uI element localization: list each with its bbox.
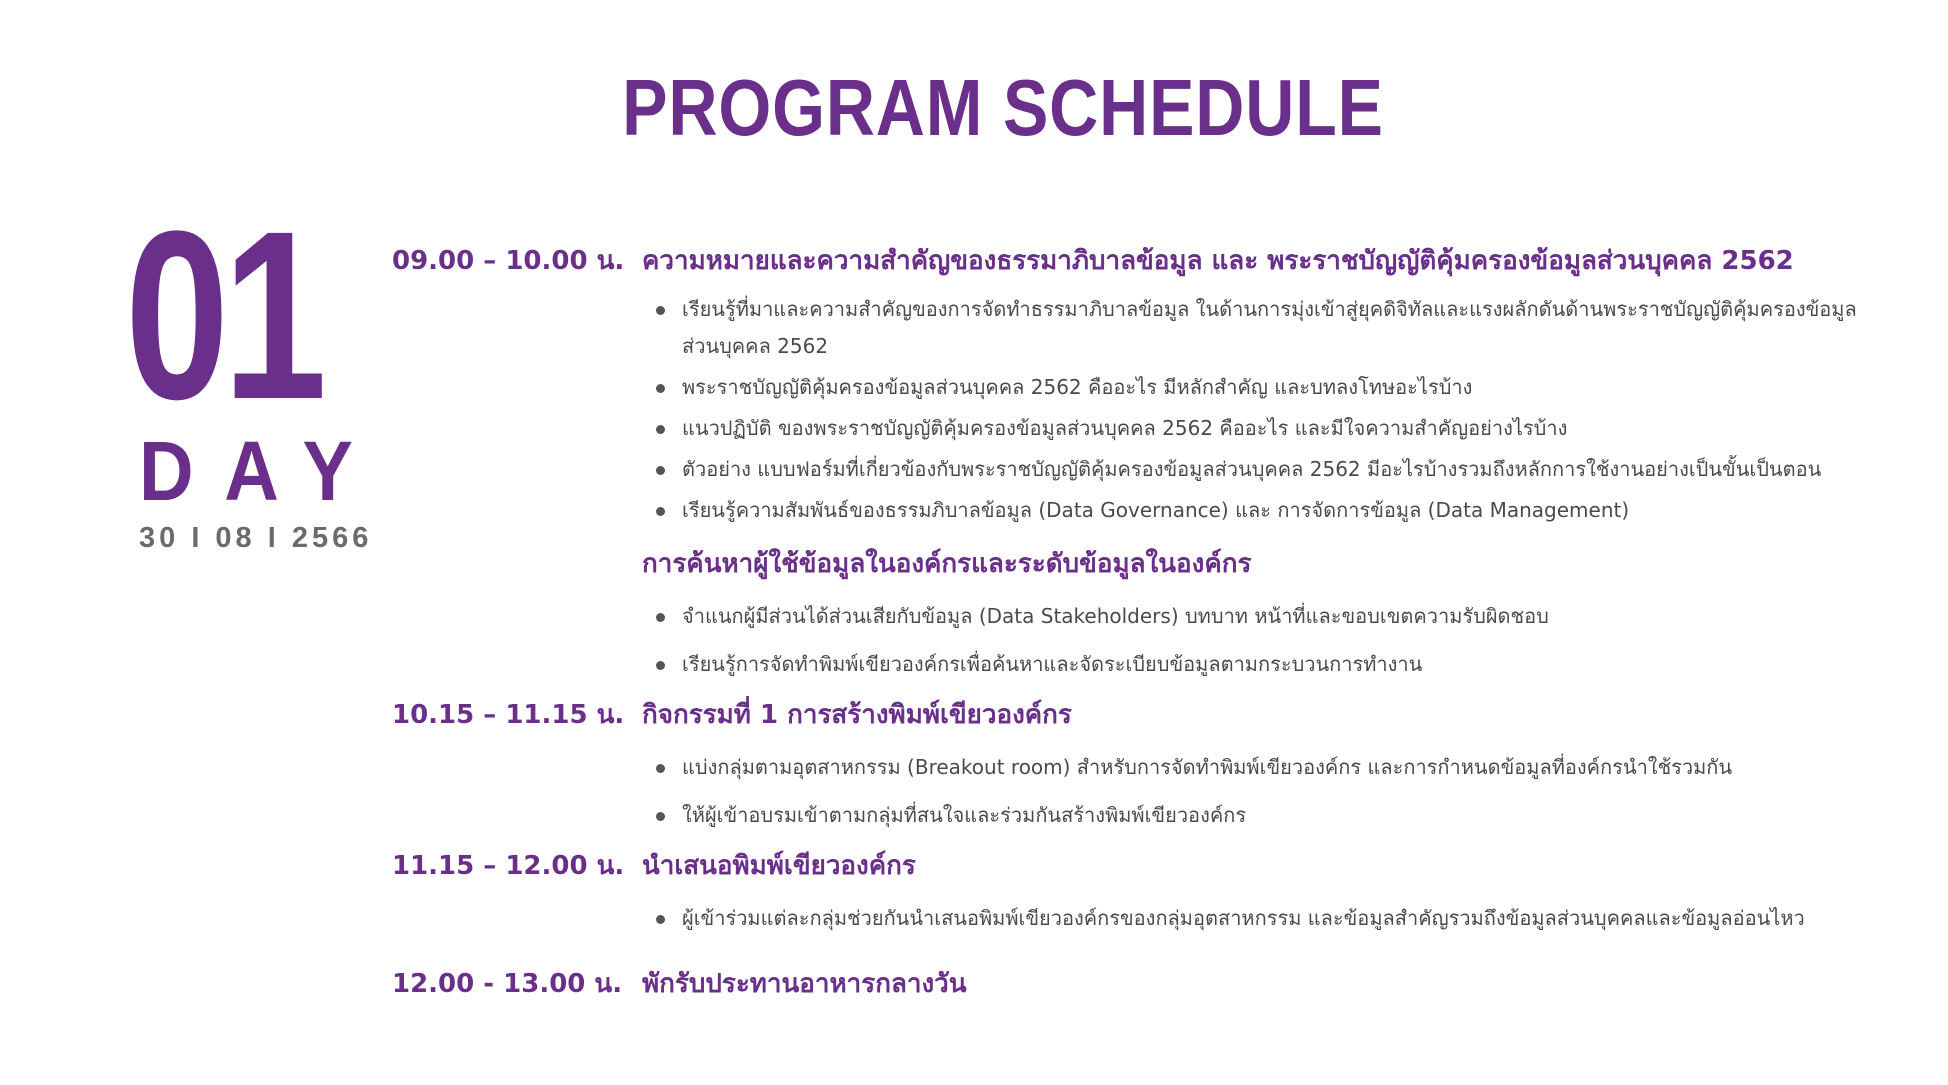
session-time: 11.15 – 12.00 น. xyxy=(392,851,625,881)
session-time: 10.15 – 11.15 น. xyxy=(392,700,625,730)
session-topic: กิจกรรมที่ 1 การสร้างพิมพ์เขียวองค์กร xyxy=(642,700,1072,730)
bullet-item: แนวปฏิบัติ ของพระราชบัญญัติคุ้มครองข้อมูลส่วนบุคคล 2562 คืออะไร และมีใจความสำคัญอย่างไรบ้าง xyxy=(642,410,1872,447)
day-badge xyxy=(125,181,384,555)
session-5 xyxy=(392,963,1932,1004)
day-number: 01 xyxy=(125,181,321,449)
session-topic: พักรับประทานอาหารกลางวัน xyxy=(642,969,967,999)
day-word: DAY xyxy=(139,424,384,518)
session-topic: ความหมายและความสำคัญของธรรมาภิบาลข้อมูล และ พระราชบัญญัติคุ้มครองข้อมูลส่วนบุคคล 2562 xyxy=(642,246,1794,276)
session-bullets xyxy=(642,598,1932,683)
session-time: 12.00 - 13.00 น. xyxy=(392,969,623,999)
session-topic: การค้นหาผู้ใช้ข้อมูลในองค์กรและระดับข้อมูลในองค์กร xyxy=(642,549,1252,579)
bullet-item: พระราชบัญญัติคุ้มครองข้อมูลส่วนบุคคล 2562 คืออะไร มีหลักสำคัญ และบทลงโทษอะไรบ้าง xyxy=(642,369,1872,406)
bullet-item: ผู้เข้าร่วมแต่ละกลุ่มช่วยกันนำเสนอพิมพ์เขียวองค์กรของกลุ่มอุตสาหกรรม และข้อมูลสำคัญรวมถึงข้อมูลส่วนบุคคลและข้อมูลอ่อนไหว xyxy=(642,900,1932,937)
session-bullets xyxy=(642,291,1872,529)
session-4 xyxy=(392,845,1932,937)
bullet-item: ตัวอย่าง แบบฟอร์มที่เกี่ยวข้องกับพระราชบัญญัติคุ้มครองข้อมูลส่วนบุคคล 2562 มีอะไรบ้างรวมถึงหลักการใช้งานอย่างเป็นขั้นเป็นตอน xyxy=(642,451,1872,488)
session-1 xyxy=(392,240,1932,529)
bullet-item: จำแนกผู้มีส่วนได้ส่วนเสียกับข้อมูล (Data Stakeholders) บทบาท หน้าที่และขอบเขตความรับผิดชอบ xyxy=(642,598,1932,635)
schedule xyxy=(392,240,1932,1004)
bullet-item: เรียนรู้ที่มาและความสำคัญของการจัดทำธรรมาภิบาลข้อมูล ในด้านการมุ่งเข้าสู่ยุคดิจิทัลและแรงผลักดันด้านพระราชบัญญัติคุ้มครองข้อมูลส่วนบุคคล 2562 xyxy=(642,291,1872,365)
session-topic: นำเสนอพิมพ์เขียวองค์กร xyxy=(642,851,916,881)
bullet-item: เรียนรู้ความสัมพันธ์ของธรรมภิบาลข้อมูล (Data Governance) และ การจัดการข้อมูล (Data Management) xyxy=(642,492,1872,529)
session-2 xyxy=(392,543,1932,683)
session-3 xyxy=(392,694,1932,834)
bullet-item: เรียนรู้การจัดทำพิมพ์เขียวองค์กรเพื่อค้นหาและจัดระเบียบข้อมูลตามกระบวนการทำงาน xyxy=(642,646,1932,683)
session-time: 09.00 – 10.00 น. xyxy=(392,246,625,276)
bullet-item: แบ่งกลุ่มตามอุตสาหกรรม (Breakout room) สำหรับการจัดทำพิมพ์เขียวองค์กร และการกำหนดข้อมูลที่องค์กรนำใช้รวมกัน xyxy=(642,749,1932,786)
page-title: PROGRAM SCHEDULE xyxy=(622,63,1384,152)
day-date: 30 I 08 I 2566 xyxy=(139,522,373,554)
session-bullets xyxy=(642,900,1932,937)
session-bullets xyxy=(642,749,1932,834)
bullet-item: ให้ผู้เข้าอบรมเข้าตามกลุ่มที่สนใจและร่วมกันสร้างพิมพ์เขียวองค์กร xyxy=(642,797,1932,834)
